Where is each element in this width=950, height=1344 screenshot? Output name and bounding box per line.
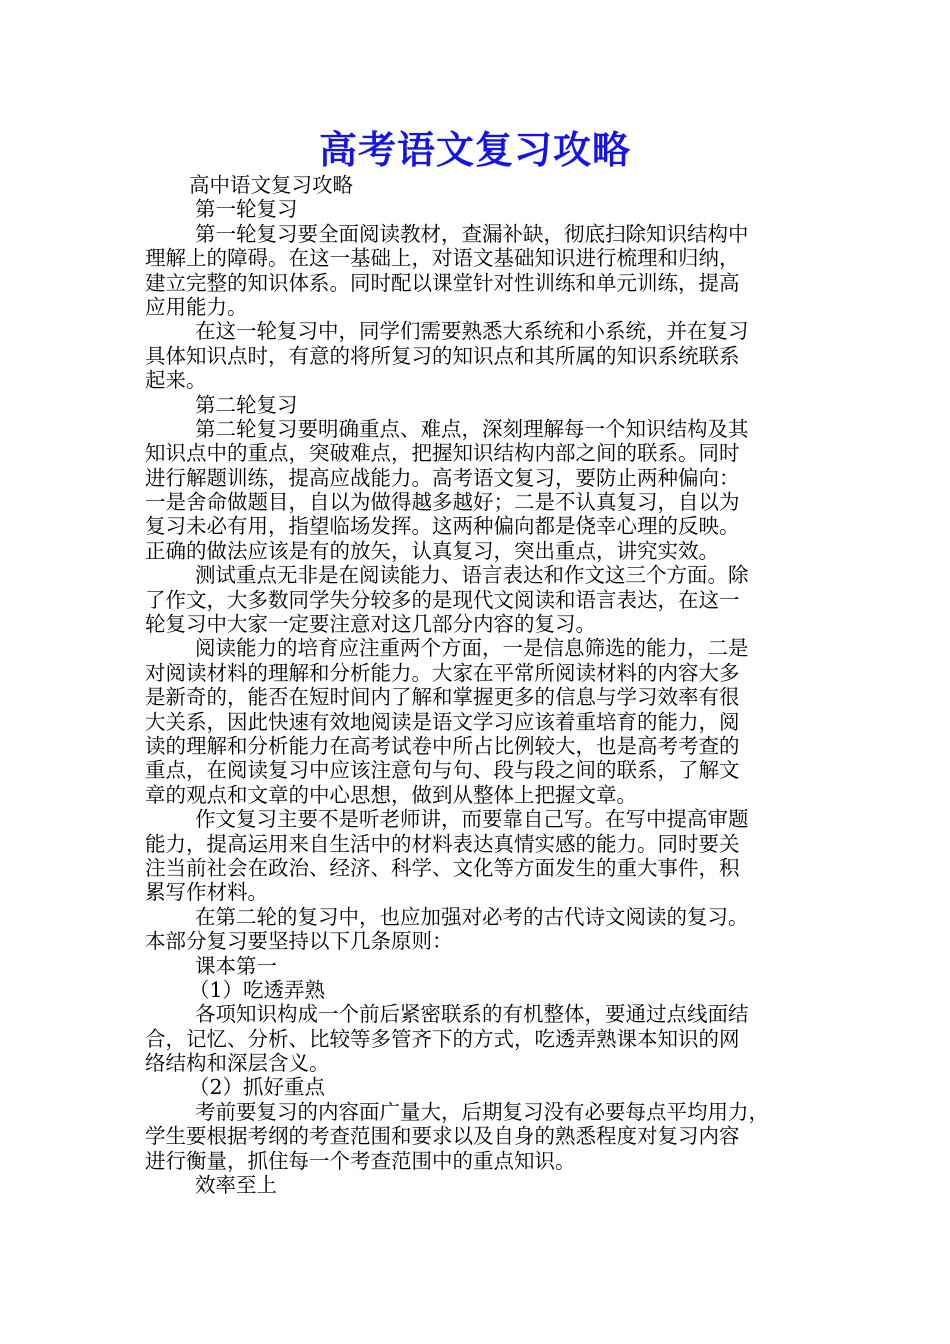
text-line: 轮复习中大家一定要注意对这几部分内容的复习。 xyxy=(145,612,596,637)
text-line: 第二轮复习要明确重点、难点，深刻理解每一个知识结构及其 xyxy=(195,416,749,441)
text-line: 本部分复习要坚持以下几条原则： xyxy=(145,929,453,954)
text-line: 具体知识点时，有意的将所复习的知识点和其所属的知识系统联系 xyxy=(145,343,740,368)
text-line: 建立完整的知识体系。同时配以课堂针对性训练和单元训练，提高 xyxy=(145,270,740,295)
text-line: 考前要复习的内容面广量大，后期复习没有必要每点平均用力， xyxy=(195,1099,769,1124)
text-line: 各项知识构成一个前后紧密联系的有机整体，要通过点线面结 xyxy=(195,1002,749,1027)
text-line: （2）抓好重点 xyxy=(189,1075,326,1100)
document-body xyxy=(145,173,809,1197)
text-line: 合，记忆、分析、比较等多管齐下的方式，吃透弄熟课本知识的网 xyxy=(145,1026,740,1051)
text-line: 进行衡量，抓住每一个考查范围中的重点知识。 xyxy=(145,1148,576,1173)
text-line: 高中语文复习攻略 xyxy=(189,173,353,197)
text-line: 累写作材料。 xyxy=(145,880,268,905)
text-line: 效率至上 xyxy=(195,1173,277,1198)
text-line: 在第二轮的复习中，也应加强对必考的古代诗文阅读的复习。 xyxy=(195,904,749,929)
text-line: 复习未必有用，指望临场发挥。这两种偏向都是侥幸心理的反映。 xyxy=(145,514,740,539)
text-line: 进行解题训练，提高应战能力。高考语文复习，要防止两种偏向： xyxy=(145,465,740,490)
text-line: 章的观点和文章的中心思想，做到从整体上把握文章。 xyxy=(145,782,637,807)
text-line: （1）吃透弄熟 xyxy=(189,977,326,1002)
text-line: 测试重点无非是在阅读能力、语言表达和作文这三个方面。除 xyxy=(195,563,749,588)
text-line: 注当前社会在政治、经济、科学、文化等方面发生的重大事件，积 xyxy=(145,855,740,880)
text-line: 第二轮复习 xyxy=(195,392,298,417)
text-line: 学生要根据考纲的考查范围和要求以及自身的熟悉程度对复习内容 xyxy=(145,1124,740,1149)
text-line: 一是舍命做题目，自以为做得越多越好；二是不认真复习，自以为 xyxy=(145,490,740,515)
text-line: 能力，提高运用来自生活中的材料表达真情实感的能力。同时要关 xyxy=(145,831,740,856)
text-line: 了作文，大多数同学失分较多的是现代文阅读和语言表达，在这一 xyxy=(145,587,740,612)
text-line: 课本第一 xyxy=(195,953,277,978)
text-line: 是新奇的，能否在短时间内了解和掌握更多的信息与学习效率有很 xyxy=(145,685,740,710)
text-line: 作文复习主要不是听老师讲，而要靠自己写。在写中提高审题 xyxy=(195,807,749,832)
text-line: 络结构和深层含义。 xyxy=(145,1051,330,1076)
text-line: 读的理解和分析能力在高考试卷中所占比例较大，也是高考考查的 xyxy=(145,733,740,758)
text-line: 在这一轮复习中，同学们需要熟悉大系统和小系统，并在复习 xyxy=(195,319,749,344)
text-line: 重点，在阅读复习中应该注意句与句、段与段之间的联系，了解文 xyxy=(145,758,740,783)
text-line: 大关系，因此快速有效地阅读是语文学习应该着重培育的能力，阅 xyxy=(145,709,740,734)
text-line: 起来。 xyxy=(145,368,207,393)
text-line: 第一轮复习 xyxy=(195,197,298,222)
text-line: 知识点中的重点，突破难点，把握知识结构内部之间的联系。同时 xyxy=(145,441,740,466)
text-line: 正确的做法应该是有的放矢，认真复习，突出重点，讲究实效。 xyxy=(145,538,719,563)
text-line: 理解上的障碍。在这一基础上，对语文基础知识进行梳理和归纳， xyxy=(145,246,740,271)
text-line: 应用能力。 xyxy=(145,294,248,319)
document-title: 高考语文复习攻略 xyxy=(318,127,631,172)
text-line: 第一轮复习要全面阅读教材，查漏补缺，彻底扫除知识结构中 xyxy=(195,221,749,246)
text-line: 阅读能力的培育应注重两个方面，一是信息筛选的能力，二是 xyxy=(195,636,749,661)
text-line: 对阅读材料的理解和分析能力。大家在平常所阅读材料的内容大多 xyxy=(145,660,740,685)
